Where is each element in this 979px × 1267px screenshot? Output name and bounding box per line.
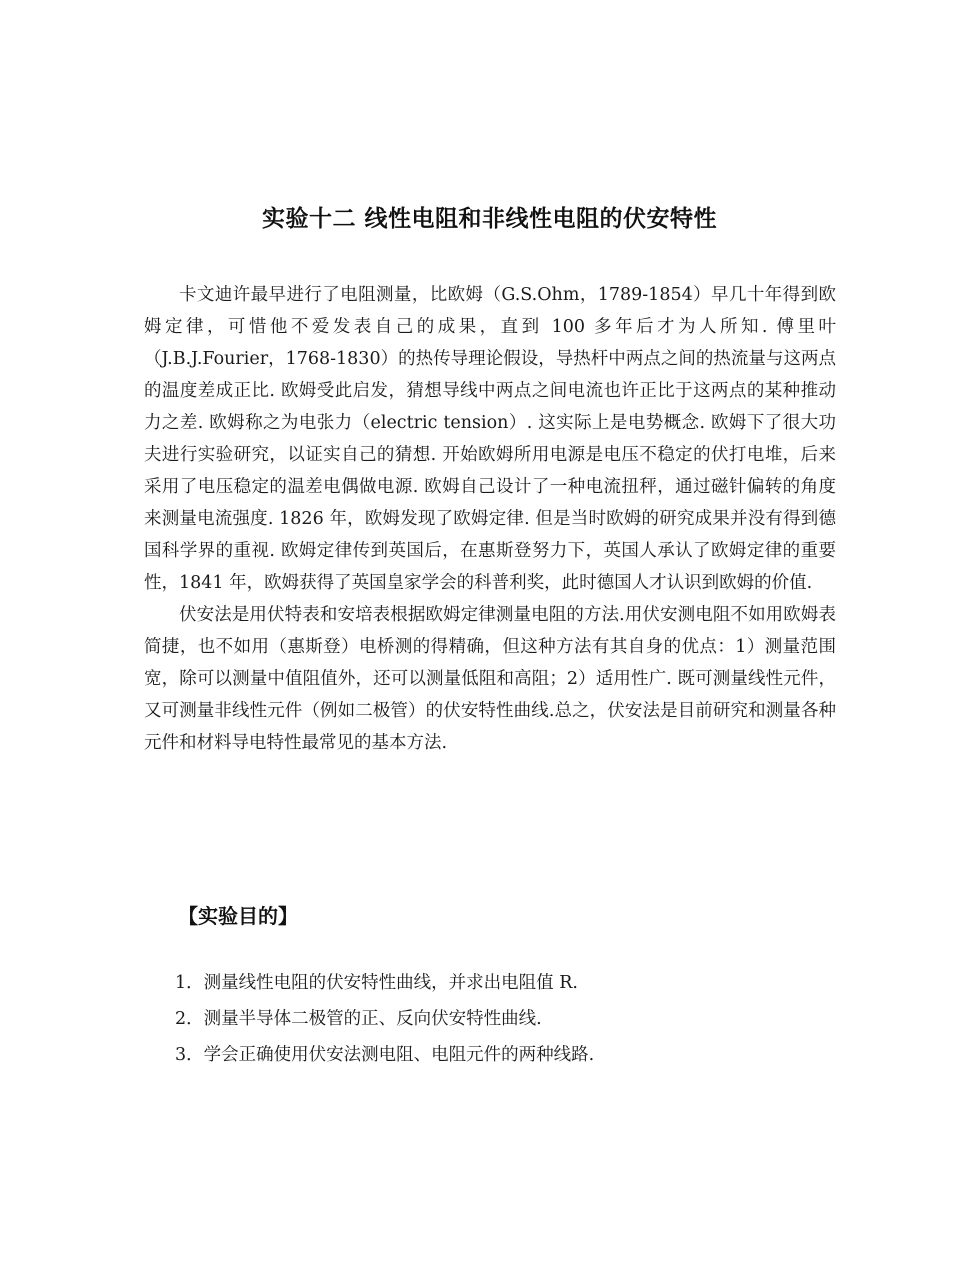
objective-item: 2．测量半导体二极管的正、反向伏安特性曲线. bbox=[175, 1009, 542, 1029]
section-heading-objectives: 【实验目的】 bbox=[178, 904, 298, 928]
paragraph-method: 伏安法是用伏特表和安培表根据欧姆定律测量电阻的方法.用伏安测电阻不如用欧姆表简捷，也不如用（惠斯登）电桥测的得精确，但这种方法有其自身的优点：1）测量范围宽，除可以测量中值阻值外，还可以测量低阻和高阻；2）适用性广. 既可测量线性元件，又可测量非线性元件（例如二极管）的伏安特性曲线.总之，伏安法是目前研究和测量各种元件和材料导电特性最常见的基本方法. bbox=[144, 605, 836, 753]
body-text bbox=[144, 279, 836, 759]
page-title: 实验十二 线性电阻和非线性电阻的伏安特性 bbox=[261, 206, 717, 232]
objective-item: 1．测量线性电阻的伏安特性曲线，并求出电阻值 R. bbox=[175, 973, 578, 993]
objective-item: 3．学会正确使用伏安法测电阻、电阻元件的两种线路. bbox=[175, 1045, 595, 1065]
objectives-list bbox=[175, 965, 815, 1073]
paragraph-history: 卡文迪许最早进行了电阻测量，比欧姆（G.S.Ohm，1789-1854）早几十年得到欧姆定律，可惜他不爱发表自己的成果，直到 100 多年后才为人所知. 傅里叶（J.B.J.Fourier，1768-1830）的热传导理论假设，导热杆中两点之间的热流量与这两点的温度差成正比. 欧姆受此启发，猜想导线中两点之间电流也许正比于这两点的某种推动力之差. 欧姆称之为电张力（electric tension）. 这实际上是电势概念. 欧姆下了很大功夫进行实验研究，以证实自己的猜想. 开始欧姆所用电源是电压不稳定的伏打电堆，后来采用了电压稳定的温差电偶做电源. 欧姆自己设计了一种电流扭秤，通过磁针偏转的角度来测量电流强度. 1826 年，欧姆发现了欧姆定律. 但是当时欧姆的研究成果并没有得到德国科学界的重视. 欧姆定律传到英国后，在惠斯登努力下，英国人承认了欧姆定律的重要性，1841 年，欧姆获得了英国皇家学会的科普利奖，此时德国人才认识到欧姆的价值. bbox=[144, 285, 836, 593]
